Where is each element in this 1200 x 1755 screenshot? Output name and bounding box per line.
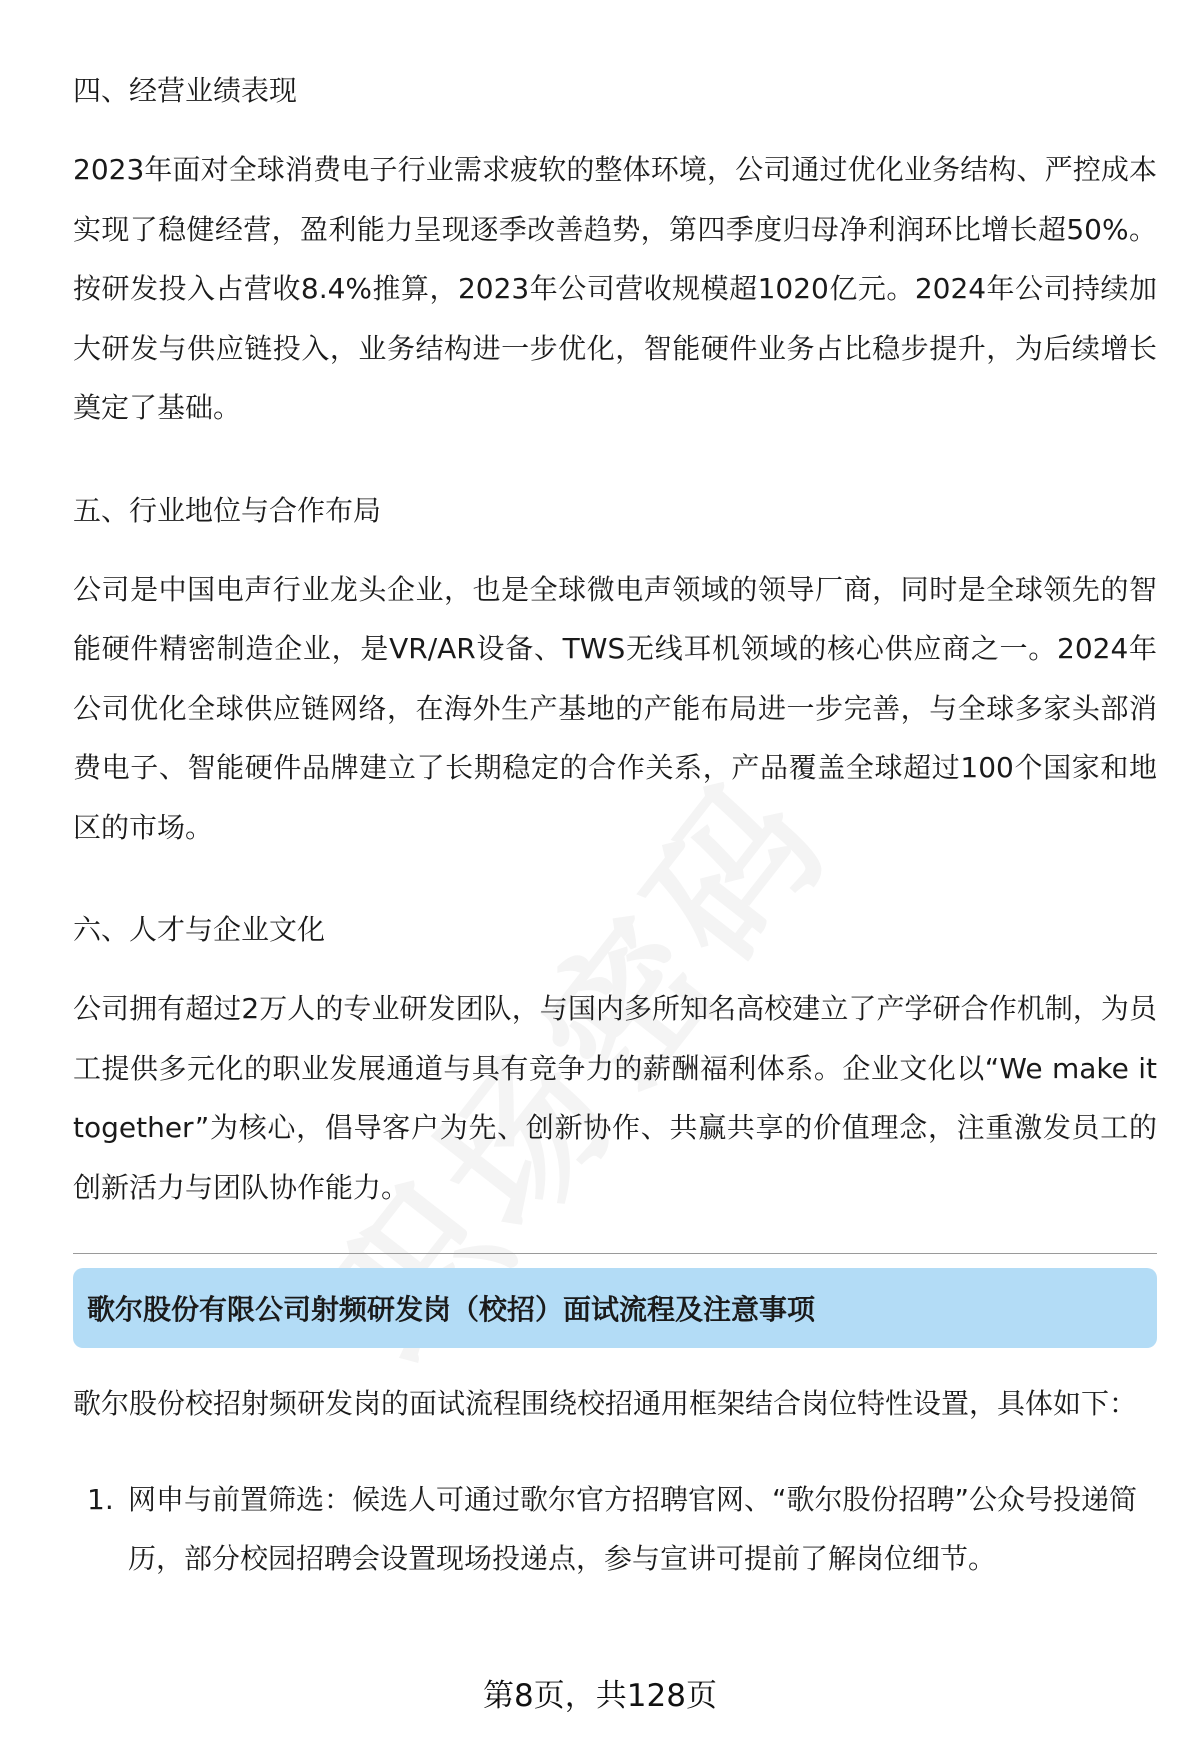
section-heading-performance: 四、经营业绩表现	[73, 74, 298, 107]
section-paragraph-performance: 2023年面对全球消费电子行业需求疲软的整体环境，公司通过优化业务结构、严控成本实现了稳健经营，盈利能力呈现逐季改善趋势，第四季度归母净利润环比增长超50%。按研发投入占营收8.4%推算，2023年公司营收规模超1020亿元。2024年公司持续加大研发与供应链投入，业务结构进一步优化，智能硬件业务占比稳步提升，为后续增长奠定了基础。	[73, 153, 1157, 424]
page-number: 第8页，共128页	[483, 1678, 717, 1714]
list-item-text: 网申与前置筛选：候选人可通过歌尔官方招聘官网、“歌尔股份招聘”公众号投递简历，部分校园招聘会设置现场投递点，参与宣讲可提前了解岗位细节。	[128, 1482, 1138, 1575]
banner-title: 歌尔股份有限公司射频研发岗（校招）面试流程及注意事项	[87, 1293, 816, 1326]
section-divider	[73, 1253, 1157, 1254]
section-heading-industry: 五、行业地位与合作布局	[73, 493, 382, 527]
interview-steps-list	[73, 1470, 1157, 1589]
section-paragraph-talent: 公司拥有超过2万人的专业研发团队，与国内多所知名高校建立了产学研合作机制，为员工提供多元化的职业发展通道与具有竞争力的薪酬福利体系。企业文化以“We make it together”为核心，倡导客户为先、创新协作、共赢共享的价值理念，注重激发员工的创新活力与团队协作能力。	[73, 992, 1157, 1204]
interview-intro: 歌尔股份校招射频研发岗的面试流程围绕校招通用框架结合岗位特性设置，具体如下：	[73, 1387, 1138, 1420]
page-content	[73, 62, 1157, 1589]
list-marker: 1.	[87, 1482, 114, 1516]
section-banner	[73, 1268, 1157, 1348]
section-heading-talent: 六、人才与企业文化	[73, 913, 326, 946]
section-paragraph-industry: 公司是中国电声行业龙头企业，也是全球微电声领域的领导厂商，同时是全球领先的智能硬件精密制造企业，是VR/AR设备、TWS无线耳机领域的核心供应商之一。2024年公司优化全球供应链网络，在海外生产基地的产能布局进一步完善，与全球多家头部消费电子、智能硬件品牌建立了长期稳定的合作关系，产品覆盖全球超过100个国家和地区的市场。	[73, 572, 1157, 844]
list-item	[73, 1470, 1157, 1589]
